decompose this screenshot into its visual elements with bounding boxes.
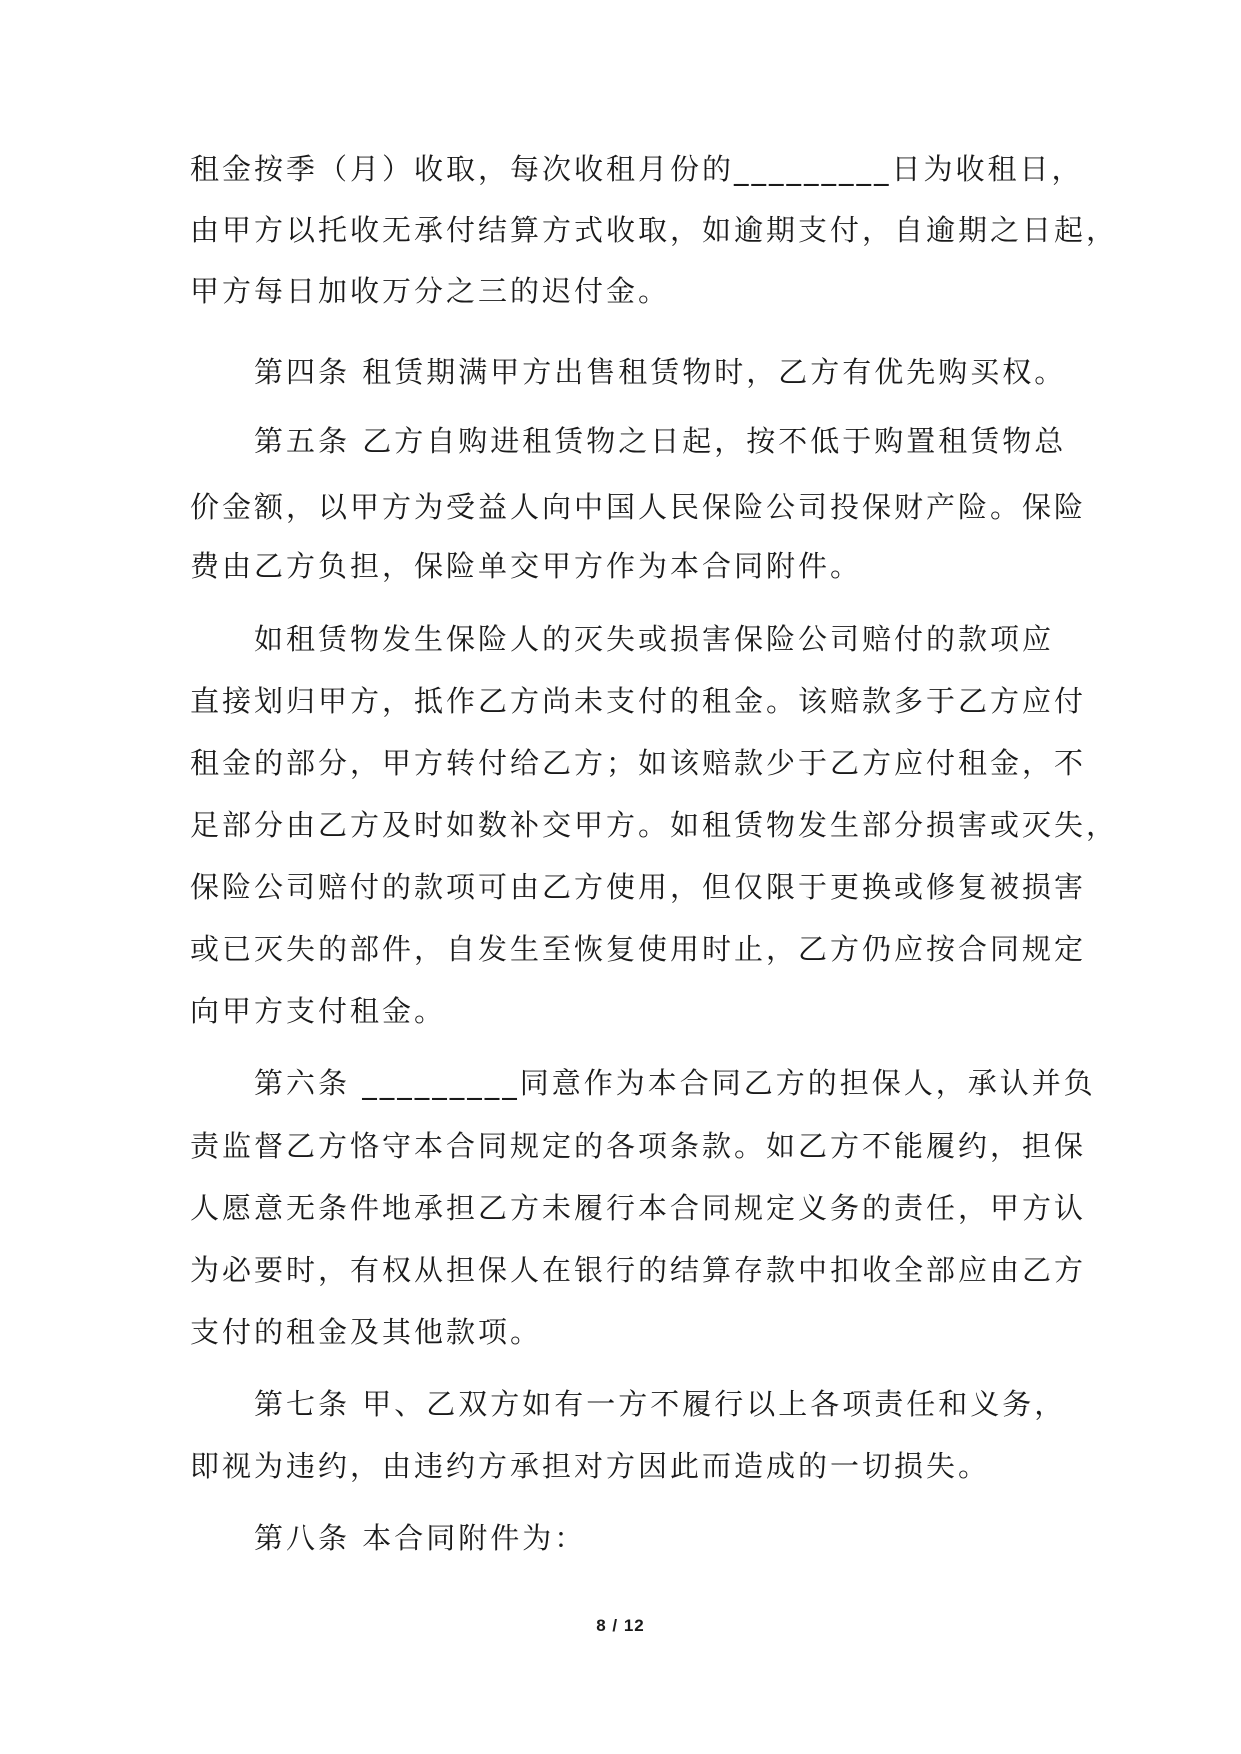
insurance-para-line-3: 租金的部分，甲方转付给乙方；如该赔款少于乙方应付租金，不 (190, 746, 1087, 780)
text-line-3: 甲方每日加收万分之三的迟付金。 (190, 274, 671, 308)
insurance-para-line-4: 足部分由乙方及时如数补交甲方。如租赁物发生部分损害或灭失， (190, 808, 1119, 842)
text-line-2: 由甲方以托收无承付结算方式收取，如逾期支付，自逾期之日起， (190, 213, 1119, 247)
text-line-1: 租金按季（月）收取，每次收租月份的_________日为收租日， (190, 152, 1084, 186)
article-7-line-1: 第七条 甲、乙双方如有一方不履行以上各项责任和义务， (254, 1387, 1067, 1421)
insurance-para-line-5: 保险公司赔付的款项可由乙方使用，但仅限于更换或修复被损害 (190, 870, 1087, 904)
insurance-para-line-1: 如租赁物发生保险人的灭失或损害保险公司赔付的款项应 (254, 622, 1055, 656)
article-5-line-1: 第五条 乙方自购进租赁物之日起，按不低于购置租赁物总 (254, 424, 1067, 458)
insurance-para-line-6: 或已灭失的部件，自发生至恢复使用时止，乙方仍应按合同规定 (190, 932, 1087, 966)
article-5-line-3: 费由乙方负担，保险单交甲方作为本合同附件。 (190, 549, 863, 583)
article-8-line: 第八条 本合同附件为： (254, 1521, 587, 1555)
article-6-line-2: 责监督乙方恪守本合同规定的各项条款。如乙方不能履约，担保 (190, 1129, 1087, 1163)
insurance-para-line-7: 向甲方支付租金。 (190, 994, 447, 1028)
article-6-line-5: 支付的租金及其他款项。 (190, 1315, 543, 1349)
article-7-line-2: 即视为违约，由违约方承担对方因此而造成的一切损失。 (190, 1449, 991, 1483)
article-6-line-4: 为必要时，有权从担保人在银行的结算存款中扣收全部应由乙方 (190, 1253, 1087, 1287)
article-5-line-2: 价金额，以甲方为受益人向中国人民保险公司投保财产险。保险 (190, 490, 1087, 524)
article-6-line-1: 第六条 _________同意作为本合同乙方的担保人，承认并负 (254, 1066, 1096, 1100)
article-4-line: 第四条 租赁期满甲方出售租赁物时，乙方有优先购买权。 (254, 355, 1067, 389)
insurance-para-line-2: 直接划归甲方，抵作乙方尚未支付的租金。该赔款多于乙方应付 (190, 684, 1087, 718)
article-6-line-3: 人愿意无条件地承担乙方未履行本合同规定义务的责任，甲方认 (190, 1191, 1087, 1225)
page-number: 8 / 12 (596, 1616, 645, 1635)
